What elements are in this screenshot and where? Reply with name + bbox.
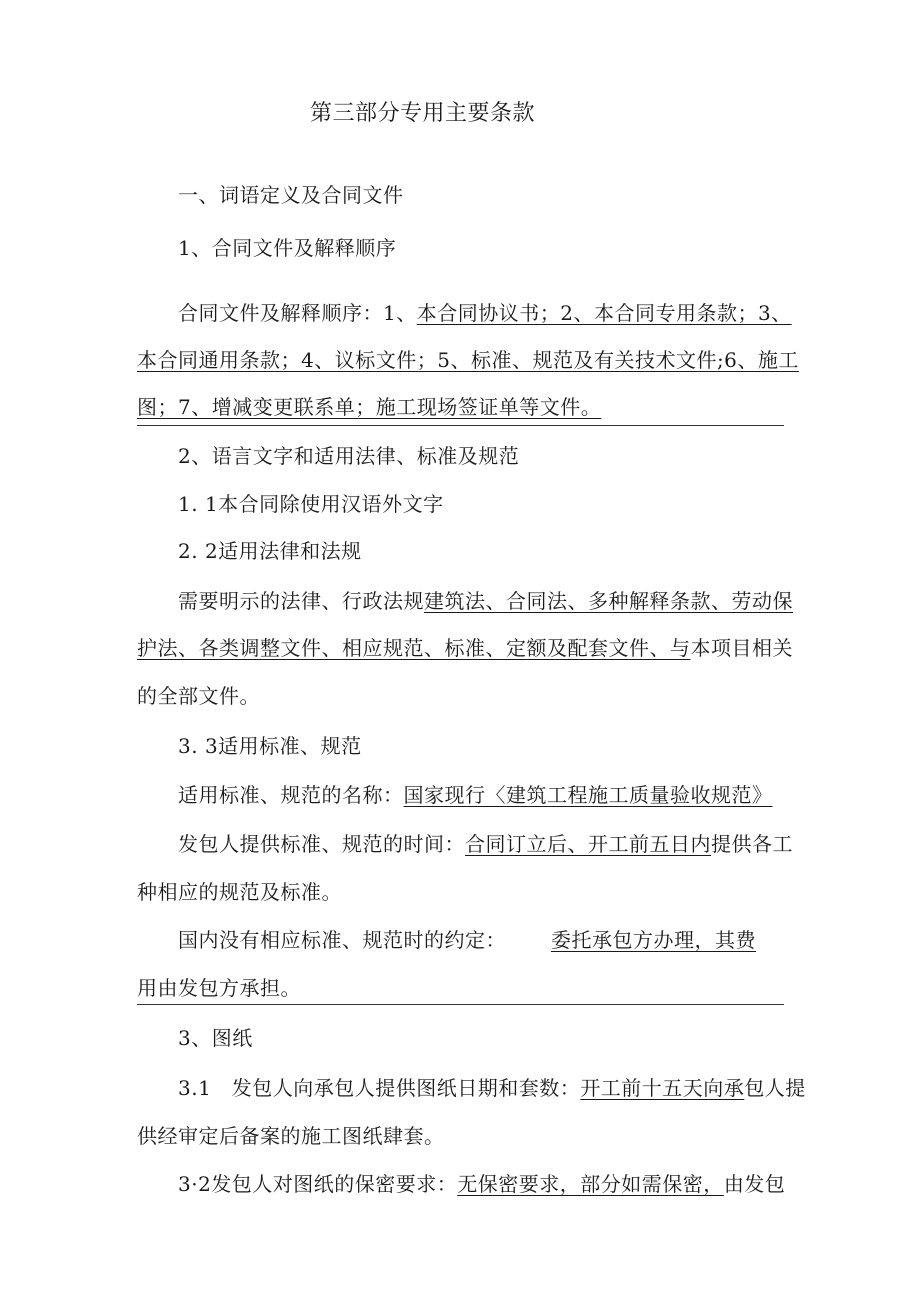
item2-sub3: 3. 3适用标准、规范	[178, 734, 362, 758]
time-prefix: 发包人提供标准、规范的时间：	[178, 832, 465, 856]
item1-paragraph-line3: 图；7、增减变更联系单；施工现场签证单等文件。	[137, 395, 602, 419]
none-underlined: 委托承包方办理，其费	[551, 928, 756, 952]
laws-tail: 本项目相关	[690, 636, 793, 660]
confidential-tail: 由发包	[723, 1172, 786, 1196]
page-title: 第三部分专用主要条款	[310, 101, 536, 126]
confidential-underlined: 无保密要求，部分如需保密，	[457, 1172, 724, 1196]
item2-sub2: 2. 2适用法律和法规	[178, 539, 362, 563]
time-line2: 种相应的规范及标准。	[137, 880, 342, 904]
item1-heading: 1、合同文件及解释顺序	[178, 236, 397, 260]
item1-paragraph-line2: 本合同通用条款；4、议标文件；5、标准、规范及有关技术文件;6、施工	[137, 348, 799, 372]
laws-underlined-2: 护法、各类调整文件、相应规范、标准、定额及配套文件、与	[137, 636, 691, 660]
item1-paragraph-underlined: 本合同协议书；2、本合同专用条款；3、	[416, 301, 792, 325]
section-heading-definitions: 一、词语定义及合同文件	[178, 183, 404, 207]
item3-heading: 3、图纸	[178, 1026, 253, 1050]
time-tail: 提供各工	[711, 832, 793, 856]
item2-sub1: 1. 1本合同除使用汉语外文字	[178, 492, 444, 516]
confidential-line	[178, 1170, 785, 1198]
laws-line1	[178, 587, 793, 615]
none-line2: 用由发包方承担。	[137, 976, 301, 1000]
time-line1	[178, 830, 793, 858]
laws-underlined-1: 建筑法、合同法、多种解释条款、劳动保	[424, 589, 793, 613]
item1-paragraph-line1	[178, 299, 792, 327]
standards-underlined: 国家现行〈建筑工程施工质量验收规范》	[403, 783, 773, 807]
divider-line	[137, 425, 784, 426]
drawings-tail: 包人提	[744, 1076, 806, 1100]
laws-prefix: 需要明示的法律、行政法规	[178, 589, 424, 613]
drawings-line1	[178, 1074, 806, 1102]
drawings-prefix: 3.1 发包人向承包人提供图纸日期和套数：	[178, 1076, 581, 1100]
item2-heading: 2、语言文字和适用法律、标准及规范	[178, 444, 520, 468]
standards-prefix: 适用标准、规范的名称：	[178, 783, 404, 807]
none-prefix: 国内没有相应标准、规范时的约定：	[178, 928, 506, 952]
drawings-underlined: 开工前十五天向承	[580, 1076, 745, 1100]
confidential-prefix: 3·2发包人对图纸的保密要求：	[178, 1172, 458, 1196]
item1-paragraph-prefix: 合同文件及解释顺序：1、	[178, 301, 417, 325]
standards-line	[178, 781, 773, 809]
time-underlined: 合同订立后、开工前五日内	[465, 832, 711, 856]
laws-line3: 的全部文件。	[137, 684, 260, 708]
drawings-line2: 供经审定后备案的施工图纸肆套。	[137, 1124, 445, 1148]
laws-line2	[137, 634, 793, 662]
divider-line-2	[137, 1004, 784, 1005]
